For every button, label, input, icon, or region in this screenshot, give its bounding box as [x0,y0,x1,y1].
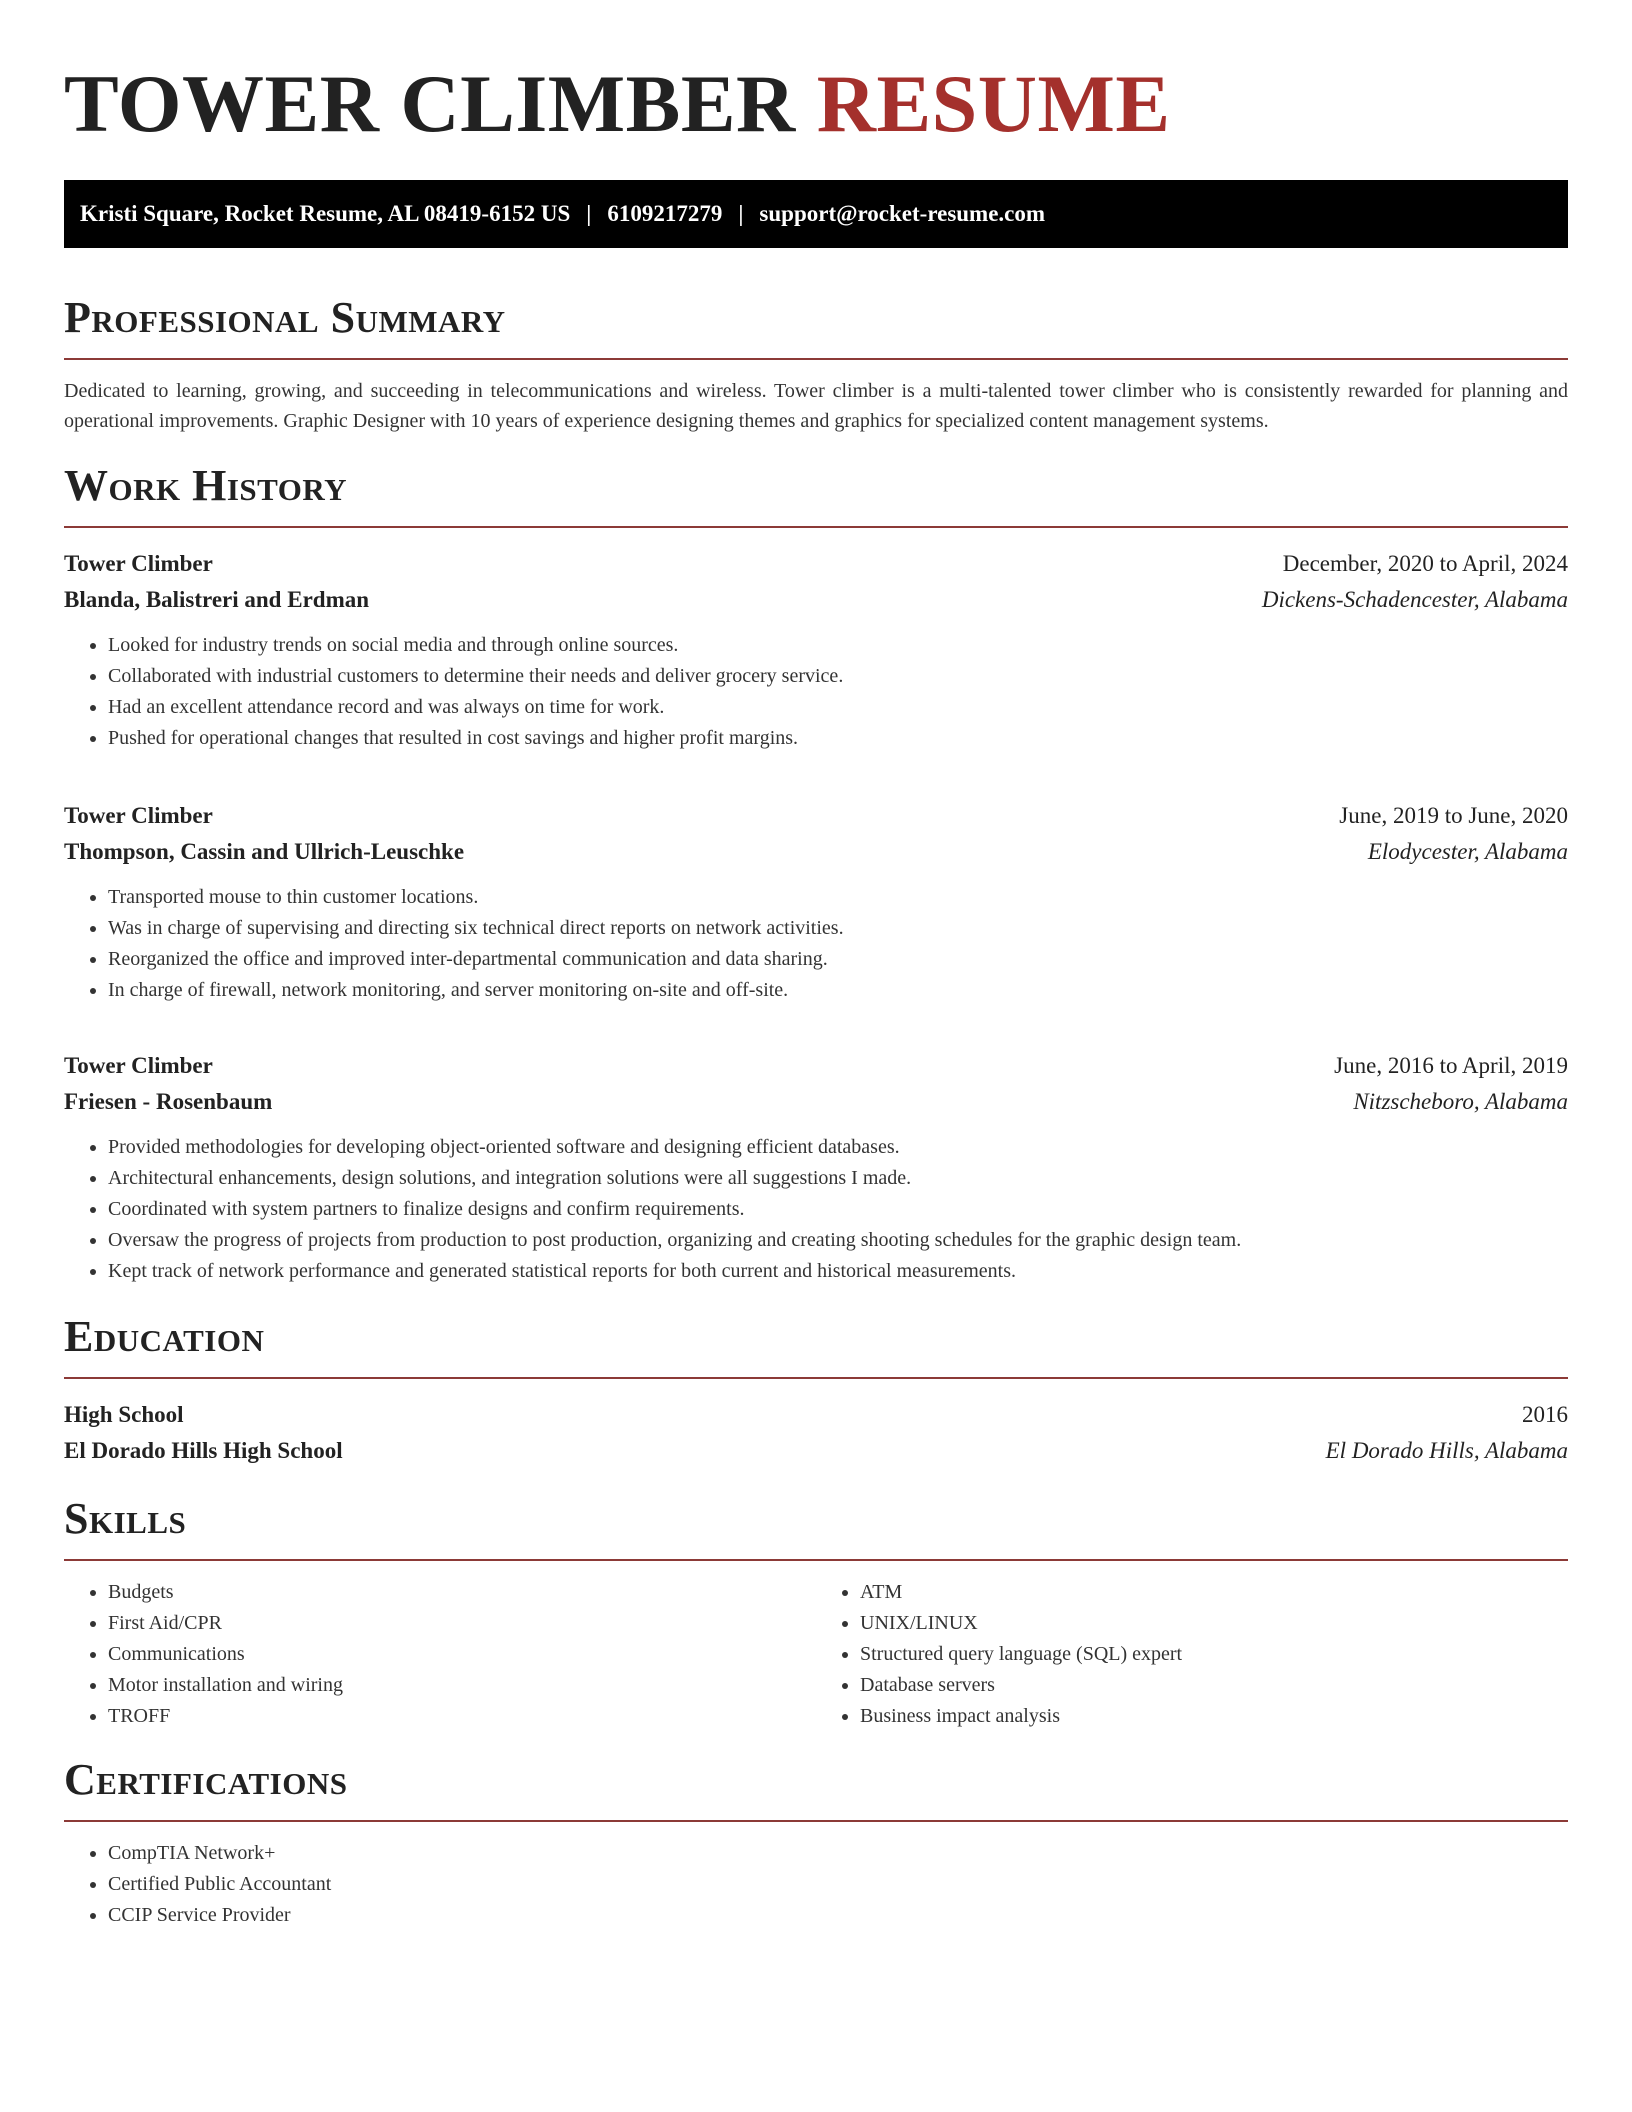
skill-item: • First Aid/CPR [108,1608,816,1639]
education-school-row [64,1433,1568,1469]
job-entry [64,546,1568,754]
job-bullet: • Had an excellent attendance record and was always on time for work. [108,692,1568,723]
skills-list-left [64,1577,816,1732]
skill-item: • TROFF [108,1701,816,1732]
job-bullet: • Kept track of network performance and generated statistical reports for both current and historical measurements. [108,1256,1568,1287]
job-location: Dickens-Schadencester, Alabama [1261,587,1568,612]
contact-email: support@rocket-resume.com [759,201,1046,226]
job-bullet: • Coordinated with system partners to finalize designs and confirm requirements. [108,1194,1568,1225]
certifications-section [64,1754,1568,1931]
skill-item: • Communications [108,1639,816,1670]
job-dates: December, 2020 to April, 2024 [1282,551,1568,576]
skills-section [64,1493,1568,1732]
job-bullet: • Provided methodologies for developing object-oriented software and designing efficient databases. [108,1132,1568,1163]
job-company: Blanda, Balistreri and Erdman [64,587,370,612]
summary-heading: Professional Summary [64,292,1568,360]
skills-heading: Skills [64,1493,1568,1561]
contact-address: Kristi Square, Rocket Resume, AL 08419-6152 US [80,201,571,226]
job-title: Tower Climber [64,803,213,828]
job-bullet: • Reorganized the office and improved inter-departmental communication and data sharing. [108,944,1568,975]
job-company-row [64,834,1568,870]
summary-text: Dedicated to learning, growing, and succeeding in telecommunications and wireless. Tower climber is a multi-talented tower climber who is consistently rewarded for planning and operational improvements. Graphic Designer with 10 years of experience designing themes and graphics for specialized content management systems. [64,380,1568,432]
job-dates: June, 2019 to June, 2020 [1339,803,1568,828]
contact-phone: 6109217279 [607,201,723,226]
certifications-list [64,1838,1568,1931]
education-degree: High School [64,1402,184,1427]
job-company-row [64,1084,1568,1120]
skill-item: • Budgets [108,1577,816,1608]
job-location: Elodycester, Alabama [1367,839,1568,864]
certification-item: • CompTIA Network+ [108,1838,1568,1869]
skills-columns [64,1577,1568,1732]
resume-title [64,58,1568,150]
title-main: TOWER CLIMBER [64,58,796,149]
job-bullets [64,1132,1568,1287]
resume-page [64,0,1568,1931]
skill-item: • Structured query language (SQL) expert [860,1639,1568,1670]
title-accent: RESUME [816,58,1171,149]
job-header-row [64,546,1568,582]
contact-separator: | [586,201,592,226]
certifications-heading: Certifications [64,1754,1568,1822]
job-company: Thompson, Cassin and Ullrich-Leuschke [64,839,465,864]
job-dates: June, 2016 to April, 2019 [1334,1053,1568,1078]
job-entry [64,1048,1568,1287]
work-history-heading: Work History [64,460,1568,528]
work-history-section [64,460,1568,1287]
education-heading: Education [64,1311,1568,1379]
job-bullet: • Looked for industry trends on social media and through online sources. [108,630,1568,661]
skill-item: • UNIX/LINUX [860,1608,1568,1639]
education-school: El Dorado Hills High School [64,1438,343,1463]
education-header-row [64,1397,1568,1433]
skill-item: • Business impact analysis [860,1701,1568,1732]
education-section [64,1311,1568,1469]
education-year: 2016 [1522,1402,1568,1427]
job-location: Nitzscheboro, Alabama [1353,1089,1568,1114]
job-bullet: • Was in charge of supervising and directing six technical direct reports on network activities. [108,913,1568,944]
job-bullet: • Architectural enhancements, design solutions, and integration solutions were all suggestions I made. [108,1163,1568,1194]
job-bullet: • Oversaw the progress of projects from production to post production, organizing and creating shooting schedules for the graphic design team. [108,1225,1568,1256]
job-bullets [64,630,1568,754]
job-header-row [64,798,1568,834]
education-entry [64,1397,1568,1469]
job-title: Tower Climber [64,1053,213,1078]
job-bullet: • Transported mouse to thin customer locations. [108,882,1568,913]
job-bullets [64,882,1568,1006]
job-bullet: • In charge of firewall, network monitoring, and server monitoring on-site and off-site. [108,975,1568,1006]
job-header-row [64,1048,1568,1084]
job-bullet: • Collaborated with industrial customers to determine their needs and deliver grocery service. [108,661,1568,692]
job-entry [64,798,1568,1006]
skill-item: • Database servers [860,1670,1568,1701]
certification-item: • CCIP Service Provider [108,1900,1568,1931]
job-company: Friesen - Rosenbaum [64,1089,273,1114]
education-location: El Dorado Hills, Alabama [1325,1438,1568,1463]
job-company-row [64,582,1568,618]
skill-item: • Motor installation and wiring [108,1670,816,1701]
summary-section [64,292,1568,436]
skills-list-right [816,1577,1568,1732]
contact-bar [64,180,1568,248]
job-bullet: • Pushed for operational changes that resulted in cost savings and higher profit margins. [108,723,1568,754]
skill-item: • ATM [860,1577,1568,1608]
job-title: Tower Climber [64,551,213,576]
certification-item: • Certified Public Accountant [108,1869,1568,1900]
contact-separator: | [738,201,744,226]
